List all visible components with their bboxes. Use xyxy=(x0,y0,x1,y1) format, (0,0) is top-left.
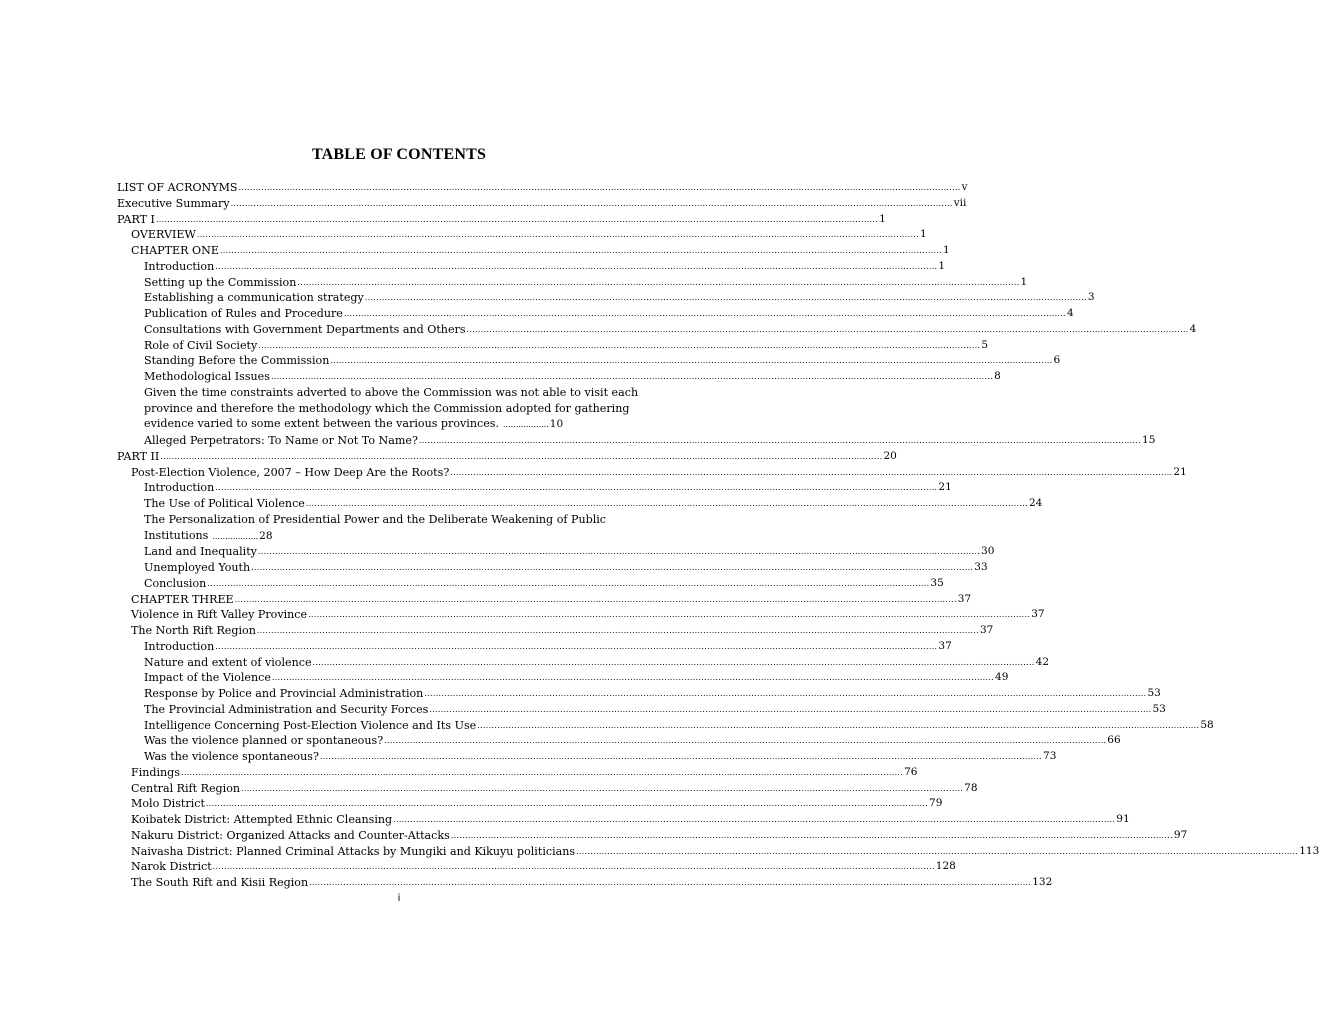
toc-leader-dots xyxy=(320,749,1042,765)
toc-leader-dots xyxy=(197,227,919,243)
toc-entry[interactable] xyxy=(117,338,989,354)
toc-entry-page: 1 xyxy=(1020,275,1028,288)
toc-entry-page: 21 xyxy=(1173,465,1187,478)
toc-leader-dots xyxy=(344,306,1066,322)
toc-entry-page: 49 xyxy=(995,671,1009,684)
toc-entry-page: 79 xyxy=(929,797,943,810)
toc-entry-label: Findings xyxy=(131,765,180,779)
toc-leader-dots xyxy=(365,290,1087,306)
toc-entry[interactable] xyxy=(117,512,682,545)
toc-entry-label: Introduction xyxy=(144,639,215,653)
toc-entry[interactable] xyxy=(117,322,1197,338)
toc-entry-page: 113 xyxy=(1299,844,1319,857)
toc-entry-label: Response by Police and Provincial Administration xyxy=(144,687,424,700)
toc-leader-dots xyxy=(429,702,1151,718)
toc-entry-label: Unemployed Youth xyxy=(144,561,251,574)
toc-entry[interactable] xyxy=(117,576,944,592)
toc-entry-label: Nakuru District: Organized Attacks and Counter-Attacks xyxy=(131,828,450,842)
toc-entry[interactable] xyxy=(117,227,927,243)
toc-entry-label: Molo District xyxy=(131,797,205,811)
toc-entry[interactable] xyxy=(117,781,978,797)
toc-entry-label: Conclusion xyxy=(144,576,207,590)
toc-entry-label: Was the violence spontaneous? xyxy=(144,750,319,763)
toc-leader-dots xyxy=(215,480,937,496)
toc-entry-page: 8 xyxy=(994,370,1001,382)
toc-entry-label: The North Rift Region xyxy=(131,624,256,637)
toc-entry-page: 3 xyxy=(1087,291,1095,304)
toc-leader-dots xyxy=(576,844,1298,860)
toc-entry-label: Role of Civil Society xyxy=(144,338,258,352)
toc-leader-dots xyxy=(257,623,979,639)
toc-entry-label: Nature and extent of violence xyxy=(144,655,312,669)
toc-leader-dots xyxy=(419,433,1141,449)
toc-leader-dots xyxy=(215,639,937,655)
toc-entry-label: Post-Election Violence, 2007 – How Deep Are the Roots? xyxy=(131,465,450,479)
toc-entry[interactable] xyxy=(117,212,886,228)
toc-entry-label: Standing Before the Commission xyxy=(144,354,330,368)
toc-entry-label: Publication of Rules and Procedure xyxy=(144,307,343,320)
toc-leader-dots xyxy=(384,733,1106,749)
toc-entry-page: 1 xyxy=(938,259,946,272)
toc-leader-dots xyxy=(477,718,1199,734)
toc-entry[interactable] xyxy=(117,686,1161,702)
toc-entry[interactable] xyxy=(117,243,950,259)
page-title: TABLE OF CONTENTS xyxy=(311,146,487,163)
toc-entry[interactable] xyxy=(117,306,1074,322)
toc-entry-page: 37 xyxy=(1031,608,1045,621)
toc-leader-dots xyxy=(306,496,1028,512)
toc-entry-label: LIST OF ACRONYMS xyxy=(117,181,238,194)
toc-leader-dots: .................. xyxy=(502,420,549,430)
toc-leader-dots xyxy=(160,449,882,465)
toc-entry[interactable] xyxy=(117,560,988,576)
toc-entry-label: Executive Summary xyxy=(117,196,230,210)
toc-entry-label: Consultations with Government Departments and Others xyxy=(144,322,466,336)
toc-leader-dots xyxy=(272,670,994,686)
toc-entry[interactable] xyxy=(117,859,956,875)
toc-leader-dots xyxy=(467,322,1189,338)
toc-leader-dots xyxy=(313,655,1035,671)
toc-entry-page: 5 xyxy=(981,338,989,351)
toc-entry-label: Given the time constraints adverted to above the Commission was not able to visit each province and therefore the methodology which the Commission adopted for gathering evidence varied to some extent between the various provinces. xyxy=(144,385,639,431)
toc-entry-page: 91 xyxy=(1116,813,1130,825)
toc-entry[interactable] xyxy=(117,196,967,212)
toc-entry-page: 42 xyxy=(1035,655,1050,668)
toc-leader-dots xyxy=(235,592,957,608)
toc-entry[interactable] xyxy=(117,449,897,465)
toc-entry-label: Koibatek District: Attempted Ethnic Cleansing xyxy=(131,813,393,826)
toc-entry-page: 15 xyxy=(1142,434,1156,446)
toc-entry-page: 76 xyxy=(904,765,918,778)
toc-entry-page: 21 xyxy=(938,481,952,494)
toc-entry[interactable] xyxy=(117,369,1001,385)
toc-entry[interactable] xyxy=(117,180,968,196)
toc-entry-label: The South Rift and Kisii Region xyxy=(131,876,309,889)
toc-entry-label: Land and Inequality xyxy=(144,545,257,559)
toc-leader-dots xyxy=(251,560,973,576)
toc-entry-label: Setting up the Commission xyxy=(144,275,297,289)
toc-entry-label: PART II xyxy=(117,449,160,463)
toc-entry[interactable] xyxy=(117,812,1130,828)
toc-entry[interactable] xyxy=(117,496,1043,512)
toc-entry-label: Naivasha District: Planned Criminal Attacks by Mungiki and Kikuyu politicians xyxy=(131,844,576,858)
toc-entry[interactable] xyxy=(117,796,943,812)
toc-entry-page: 37 xyxy=(957,592,972,605)
toc-entry-page: 6 xyxy=(1053,354,1061,367)
toc-entry-page: 73 xyxy=(1043,750,1057,762)
toc-leader-dots xyxy=(297,275,1019,291)
toc-leader-dots xyxy=(309,875,1031,891)
toc-entry[interactable] xyxy=(117,465,1187,481)
toc-entry-page: 33 xyxy=(974,561,988,573)
toc-entry-page: 10 xyxy=(549,418,564,431)
toc-entry[interactable] xyxy=(117,828,1188,844)
toc-entry-label: Introduction xyxy=(144,481,215,495)
toc-entry-label: Establishing a communication strategy xyxy=(144,291,364,305)
toc-entry[interactable] xyxy=(117,765,918,781)
toc-leader-dots xyxy=(215,259,937,275)
toc-entry-label: OVERVIEW xyxy=(131,228,196,242)
toc-leader-dots xyxy=(271,369,993,385)
toc-entry-page: 53 xyxy=(1147,687,1161,699)
toc-entry-label: Introduction xyxy=(144,259,215,273)
toc-entry[interactable] xyxy=(117,749,1057,765)
toc-entry[interactable] xyxy=(117,670,1009,686)
toc-entry[interactable] xyxy=(117,433,1156,449)
toc-entry[interactable] xyxy=(117,702,1166,718)
toc-entry-page: 66 xyxy=(1107,734,1121,747)
toc-leader-dots xyxy=(258,338,980,354)
toc-entry-page: 4 xyxy=(1066,307,1074,319)
toc-entry-page: 28 xyxy=(259,529,273,542)
toc-leader-dots xyxy=(239,180,961,196)
toc-leader-dots xyxy=(220,243,942,259)
toc-entry-label: Methodological Issues xyxy=(144,370,270,383)
toc-list xyxy=(117,180,1319,891)
toc-entry-page: 58 xyxy=(1200,718,1214,731)
toc-entry-page: 128 xyxy=(935,860,956,873)
toc-entry-label: Narok District xyxy=(131,860,212,874)
toc-entry[interactable] xyxy=(117,875,1053,891)
toc-entry-label: Was the violence planned or spontaneous? xyxy=(144,734,384,748)
toc-leader-dots xyxy=(393,812,1115,828)
toc-leader-dots xyxy=(207,576,929,592)
toc-entry-label: Impact of the Violence xyxy=(144,671,271,685)
toc-entry-page: vii xyxy=(953,196,967,209)
toc-entry-page: 4 xyxy=(1189,322,1197,335)
toc-entry-page: 132 xyxy=(1032,876,1053,888)
toc-entry[interactable] xyxy=(117,844,1319,860)
toc-entry-page: v xyxy=(961,181,968,193)
toc-entry-page: 30 xyxy=(981,545,995,558)
toc-entry[interactable] xyxy=(117,623,994,639)
toc-leader-dots xyxy=(241,781,963,797)
toc-entry-label: Central Rift Region xyxy=(131,781,241,795)
toc-entry-page: 53 xyxy=(1152,702,1166,715)
toc-entry[interactable] xyxy=(117,718,1214,734)
toc-leader-dots xyxy=(330,353,1052,369)
toc-entry-page: 37 xyxy=(979,624,994,636)
toc-entry-label: Intelligence Concerning Post-Election Violence and Its Use xyxy=(144,718,477,732)
toc-leader-dots: .................. xyxy=(212,531,259,541)
toc-entry-page: 20 xyxy=(883,449,897,462)
toc-entry[interactable] xyxy=(117,607,1045,623)
toc-leader-dots xyxy=(258,544,980,560)
toc-leader-dots xyxy=(451,828,1173,844)
toc-entry[interactable] xyxy=(117,290,1095,306)
toc-entry[interactable] xyxy=(117,639,952,655)
toc-entry-page: 1 xyxy=(920,228,927,241)
toc-leader-dots xyxy=(308,607,1030,623)
toc-entry[interactable] xyxy=(117,480,952,496)
toc-entry[interactable] xyxy=(117,385,682,433)
toc-entry-page: 37 xyxy=(938,639,952,652)
toc-leader-dots xyxy=(424,686,1146,702)
toc-entry[interactable] xyxy=(117,655,1050,671)
toc-entry[interactable] xyxy=(117,592,972,608)
toc-entry-label: Alleged Perpetrators: To Name or Not To Name? xyxy=(144,434,418,447)
toc-entry-page: 97 xyxy=(1173,828,1188,841)
toc-entry-page: 78 xyxy=(964,781,978,794)
toc-leader-dots xyxy=(231,196,953,212)
toc-entry-label: CHAPTER THREE xyxy=(131,592,234,606)
toc-leader-dots xyxy=(181,765,903,781)
toc-entry[interactable] xyxy=(117,259,946,275)
toc-entry-page: 1 xyxy=(879,212,886,225)
toc-entry-label: PART I xyxy=(117,212,155,226)
toc-entry-label: CHAPTER ONE xyxy=(131,244,219,257)
toc-entry-label: The Provincial Administration and Security Forces xyxy=(144,702,429,716)
toc-entry-label: Violence in Rift Valley Province xyxy=(131,608,308,622)
toc-leader-dots xyxy=(213,859,935,875)
toc-entry[interactable] xyxy=(117,733,1121,749)
toc-leader-dots xyxy=(450,465,1172,481)
toc-entry[interactable] xyxy=(117,275,1028,291)
toc-leader-dots xyxy=(206,796,928,812)
toc-entry-page: 24 xyxy=(1028,497,1043,509)
toc-entry-page: 35 xyxy=(930,576,944,589)
page-number: i xyxy=(397,893,401,904)
toc-entry-label: The Personalization of Presidential Power and the Deliberate Weakening of Public Institutions xyxy=(144,512,607,542)
toc-entry-page: 1 xyxy=(943,244,950,256)
toc-entry[interactable] xyxy=(117,544,995,560)
toc-entry[interactable] xyxy=(117,353,1061,369)
toc-entry-label: The Use of Political Violence xyxy=(144,497,305,510)
toc-leader-dots xyxy=(156,212,878,228)
